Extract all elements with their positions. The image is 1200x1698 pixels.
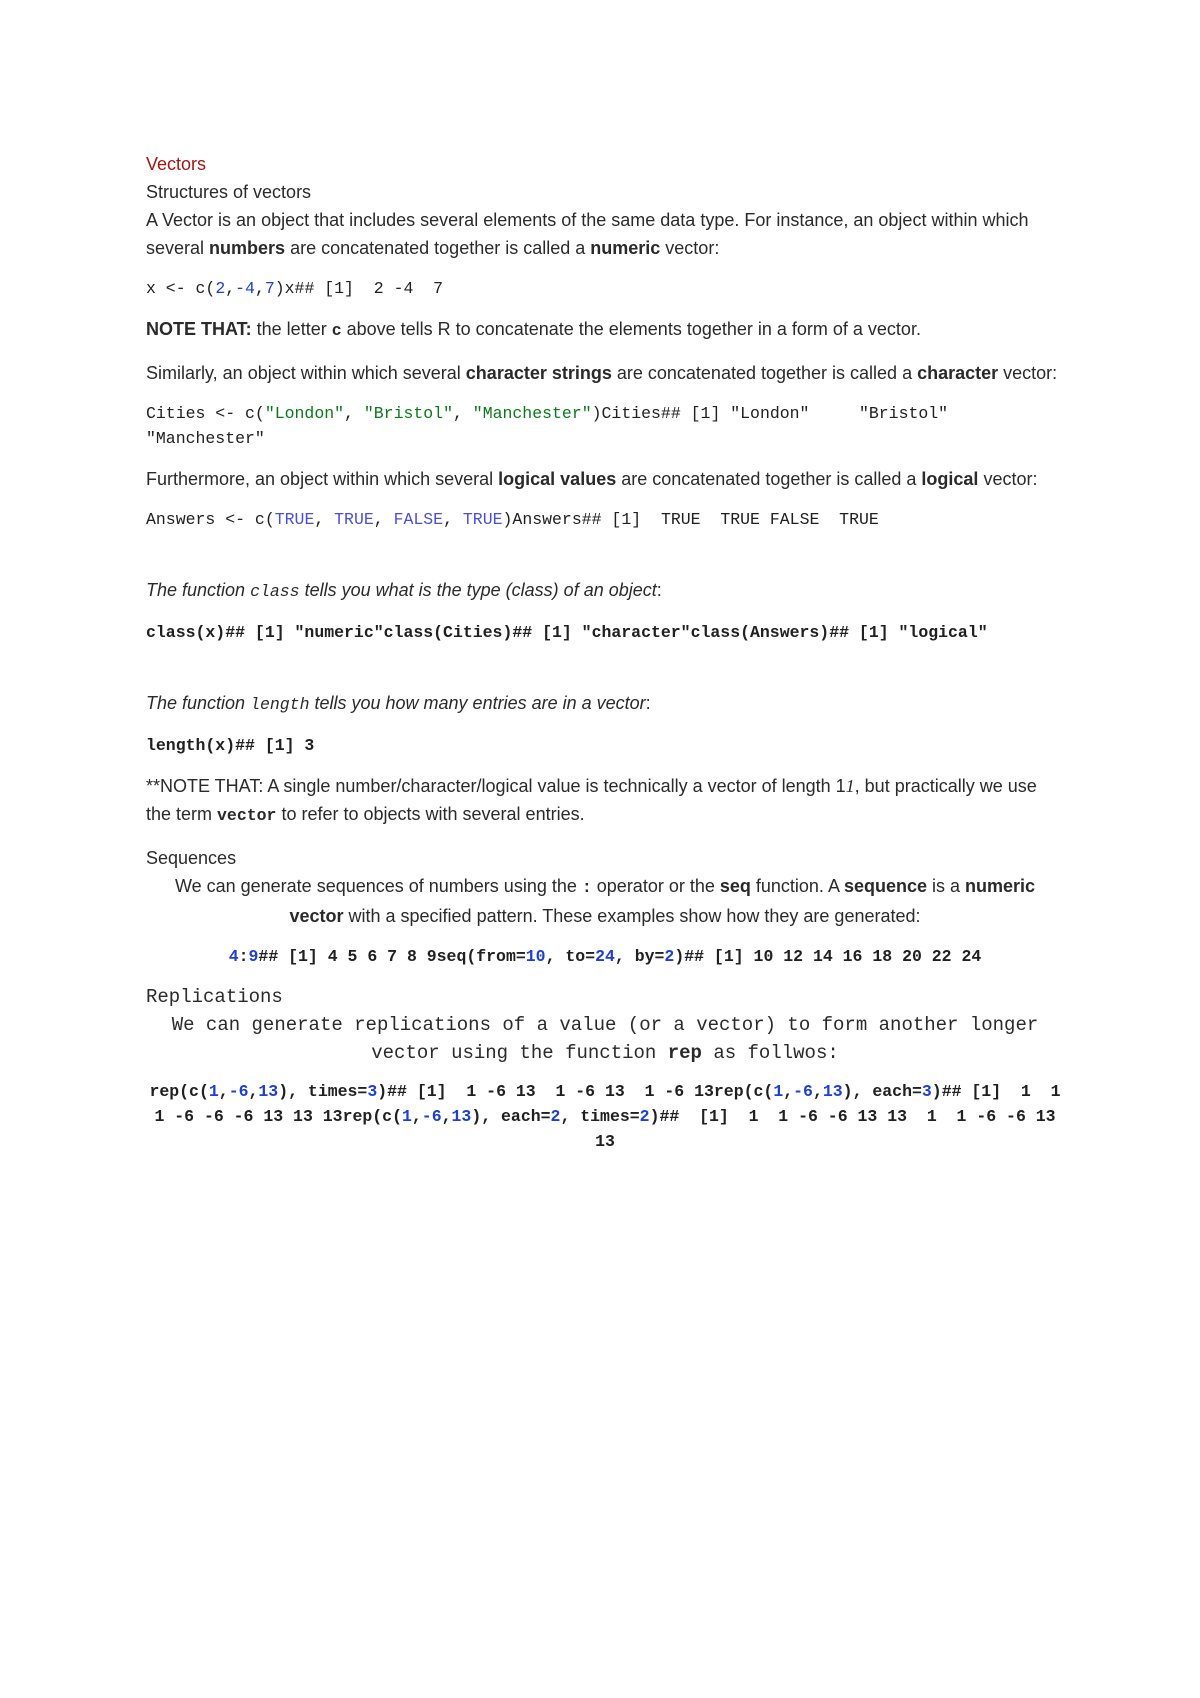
code-span: , by= — [614, 947, 665, 966]
code-block-length: length(x)## [1] 3 — [146, 736, 315, 755]
code-number: 9 — [248, 947, 259, 966]
paragraph-intro — [146, 206, 1064, 262]
code-span: ), each= — [842, 1082, 922, 1101]
code-span: , — [373, 510, 394, 529]
code-span: , — [225, 279, 236, 298]
bold-span: rep — [667, 1042, 702, 1064]
text-span: the letter — [251, 319, 332, 339]
code-span: , — [783, 1082, 794, 1101]
text-span: function. A — [750, 876, 844, 896]
code-span: , — [812, 1082, 823, 1101]
text-span: operator or the — [591, 876, 720, 896]
code-block-answers — [146, 507, 1064, 532]
bold-span: logical values — [498, 469, 617, 489]
text-span: vector: — [978, 469, 1038, 489]
code-number: 13 — [258, 1082, 279, 1101]
text-span: A Vector is an object that includes several elements of the same data type. For instance, an object within which several — [146, 210, 1029, 258]
heading-sequences: Sequences — [146, 848, 237, 868]
paragraph-sequences — [146, 872, 1064, 930]
code-number: 2 — [639, 1107, 650, 1126]
code-span: )## [1] 1 1 1 -6 -6 -6 13 13 13rep(c( — [154, 1082, 1081, 1126]
paragraph-note-single — [146, 772, 1064, 830]
code-number: -6 — [793, 1082, 813, 1101]
text-span: above tells R to concatenate the elements together in a form of a vector. — [341, 319, 921, 339]
text-span: The function — [146, 580, 251, 600]
text-span: We can generate sequences of numbers using the — [174, 876, 582, 896]
code-number: 1 — [208, 1082, 219, 1101]
code-span: , — [344, 404, 364, 423]
code-span: ## [1] 4 5 6 7 8 9seq(from= — [258, 947, 526, 966]
paragraph-replications — [146, 1011, 1064, 1067]
code-string: "London" — [264, 404, 345, 423]
text-span: tells you how many entries are in a vector — [309, 693, 646, 713]
code-number: 2 — [664, 947, 675, 966]
code-number: 1 — [773, 1082, 784, 1101]
bold-span: sequence — [843, 876, 928, 896]
code-span: , — [248, 1082, 259, 1101]
code-number: -4 — [235, 279, 255, 298]
code-inline: vector — [217, 806, 277, 825]
text-span: as follwos: — [701, 1042, 839, 1064]
paragraph-class-desc — [146, 576, 1064, 606]
code-inline: class — [250, 582, 300, 601]
code-span: , — [443, 510, 463, 529]
code-block-rep — [146, 1079, 1081, 1154]
code-span: , to= — [545, 947, 596, 966]
code-span: )## [1] 1 -6 13 1 -6 13 1 -6 13rep(c( — [377, 1082, 774, 1101]
code-span: : — [238, 947, 249, 966]
code-block-cities — [146, 401, 1064, 451]
code-span: rep(c( — [149, 1082, 209, 1101]
heading-vectors: Vectors — [146, 154, 207, 174]
text-span: with a specified pattern. These examples show how they are generated: — [343, 906, 921, 926]
code-span: Cities <- c( — [146, 404, 265, 423]
bold-span: NOTE THAT: — [146, 319, 252, 339]
text-span: vector: — [660, 238, 720, 258]
code-string: "Manchester" — [472, 404, 592, 423]
paragraph-character — [146, 359, 1064, 387]
paragraph-length-desc — [146, 689, 1064, 719]
code-span: )x## [1] 2 -4 7 — [274, 279, 444, 298]
code-block-class: class(x)## [1] "numeric"class(Cities)## [1] "character"class(Answers)## [1] "logical" — [146, 623, 988, 642]
code-keyword: FALSE — [393, 510, 444, 529]
text-span: Similarly, an object within which several — [146, 363, 466, 383]
document-content — [146, 150, 1081, 1168]
bold-span: character — [917, 363, 999, 383]
code-number: 13 — [451, 1107, 472, 1126]
code-number: 24 — [595, 947, 615, 966]
code-span: )## [1] 1 1 -6 -6 13 13 1 1 -6 -6 13 13 — [595, 1107, 1066, 1151]
text-span: , but practically we use the term — [146, 776, 1037, 824]
code-span: , — [411, 1107, 422, 1126]
italic-span: 1 — [845, 776, 855, 796]
text-span: are concatenated together is called a — [285, 238, 591, 258]
code-span: , — [441, 1107, 452, 1126]
text-span: tells you what is the type (class) of an object — [299, 580, 657, 600]
code-string: "Bristol" — [363, 404, 453, 423]
code-span: , times= — [560, 1107, 640, 1126]
code-number: 4 — [228, 947, 239, 966]
code-block-x — [146, 276, 1064, 301]
text-span: **NOTE THAT: A single number/character/logical value is technically a vector of length 1 — [146, 776, 846, 796]
code-number: -6 — [228, 1082, 249, 1101]
code-number: 7 — [264, 279, 275, 298]
code-keyword: TRUE — [274, 510, 315, 529]
bold-span: logical — [921, 469, 979, 489]
spacer — [146, 659, 1064, 689]
bold-span: character strings — [465, 363, 612, 383]
code-number: 3 — [367, 1082, 378, 1101]
code-span: Answers <- c( — [146, 510, 275, 529]
code-number: 2 — [215, 279, 226, 298]
code-span: )## [1] 10 12 14 16 18 20 22 24 — [674, 947, 982, 966]
code-number: 2 — [550, 1107, 561, 1126]
bold-span: numeric — [590, 238, 661, 258]
code-number: 10 — [525, 947, 546, 966]
text-span: is a — [927, 876, 966, 896]
code-span: , — [452, 404, 473, 423]
text-span: are concatenated together is called a — [611, 363, 918, 383]
code-span: )Cities## [1] "London" "Bristol" "Manchester" — [146, 404, 988, 448]
bold-span: : — [581, 878, 592, 897]
code-span: x <- c( — [146, 279, 216, 298]
code-keyword: TRUE — [334, 510, 374, 529]
code-block-seq — [146, 944, 1064, 969]
code-number: 3 — [921, 1082, 932, 1101]
heading-replications: Replications — [146, 986, 283, 1008]
code-span: ), times= — [278, 1082, 368, 1101]
text-span: to refer to objects with several entries. — [276, 804, 585, 824]
subheading-structures: Structures of vectors — [146, 182, 312, 202]
text-span: : — [645, 693, 651, 713]
code-span: ), each= — [471, 1107, 551, 1126]
code-span: , — [314, 510, 335, 529]
code-inline: length — [250, 695, 310, 714]
text-span: The function — [146, 693, 251, 713]
code-number: 1 — [401, 1107, 412, 1126]
text-span: We can generate replications of a value (or a vector) to form another longer vector using the function — [171, 1014, 1039, 1064]
text-span: are concatenated together is called a — [616, 469, 922, 489]
code-number: 13 — [822, 1082, 843, 1101]
spacer — [146, 546, 1064, 576]
paragraph-note-c — [146, 315, 1064, 345]
text-span: Furthermore, an object within which several — [146, 469, 499, 489]
code-keyword: TRUE — [462, 510, 503, 529]
code-span: )Answers## [1] TRUE TRUE FALSE TRUE — [502, 510, 879, 529]
code-number: -6 — [421, 1107, 442, 1126]
paragraph-logical — [146, 465, 1064, 493]
bold-span: c — [331, 321, 342, 340]
text-span: : — [656, 580, 662, 600]
bold-span: numeric vector — [289, 876, 1036, 926]
bold-span: numbers — [209, 238, 286, 258]
text-span: vector: — [998, 363, 1058, 383]
bold-span: seq — [719, 876, 751, 896]
code-span: , — [218, 1082, 229, 1101]
code-span: , — [254, 279, 265, 298]
